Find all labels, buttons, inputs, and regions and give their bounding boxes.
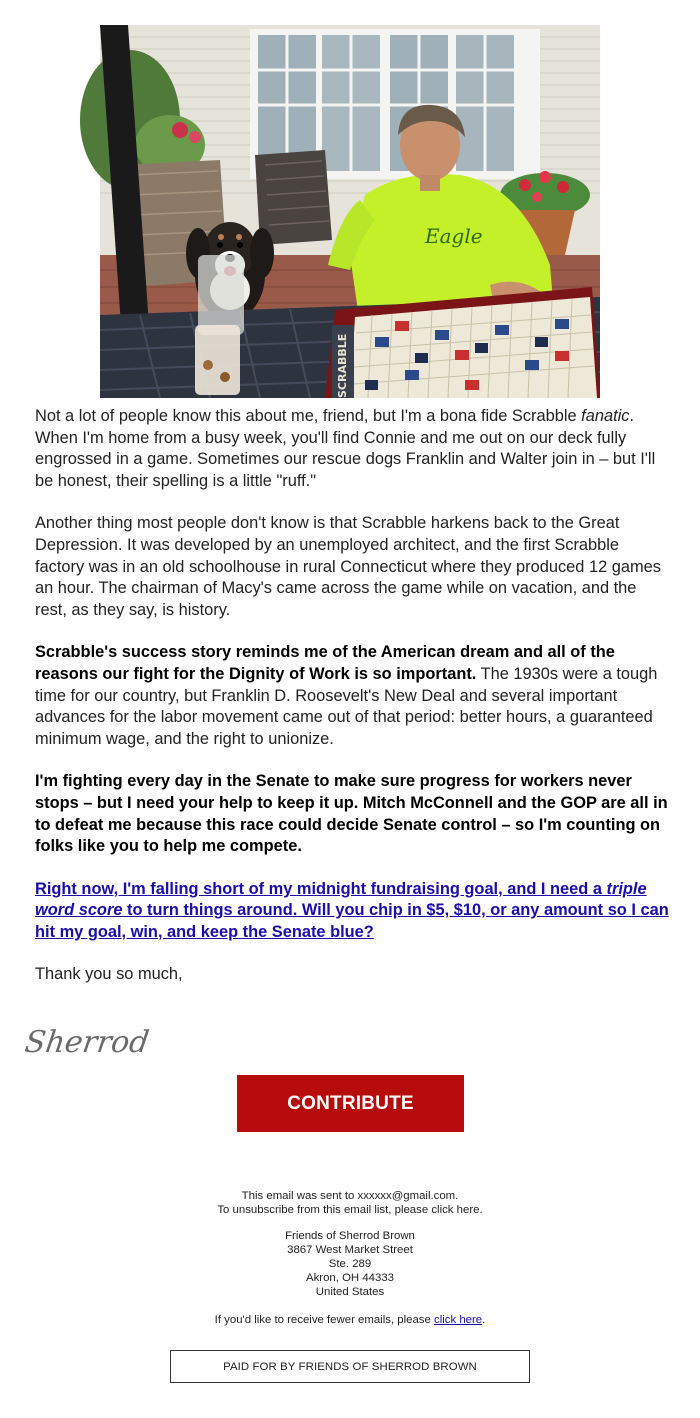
donate-text-link[interactable]: Right now, I'm falling short of my midnight fundraising goal, and I need a triple word score to turn things around. Will you chip in $5, $10, or any amount so I can hit my goal, win, and keep the Senate blue? — [35, 879, 669, 941]
email-footer — [0, 1189, 700, 1327]
contribute-button-wrap — [237, 1075, 464, 1132]
org-city: Akron, OH 44333 — [305, 1272, 394, 1284]
signature-image — [22, 1008, 152, 1070]
signature-text: Sherrod — [22, 1025, 152, 1060]
emphasis-fanatic: fanatic — [581, 407, 630, 425]
email-body — [35, 406, 671, 1007]
fewer-emails-link[interactable]: click here — [434, 1314, 483, 1326]
unsubscribe-link[interactable]: To unsubscribe from this email list, please click here. — [217, 1204, 483, 1216]
shirt-eagle-text: Eagle — [425, 224, 483, 248]
sent-to-line: This email was sent to xxxxxx@gmail.com. — [241, 1190, 459, 1202]
org-name: Friends of Sherrod Brown — [285, 1230, 415, 1242]
paragraph-dignity: Scrabble's success story reminds me of the American dream and all of the reasons our fight for the Dignity of Work is so important. The 1930s were a tough time for our country, but Franklin D. Roosevelt's New Deal and several important advances for the labor movement came out of that period: better hours, a guaranteed minimum wage, and the right to unionize. — [35, 643, 658, 748]
paid-for-disclaimer: PAID FOR BY FRIENDS OF SHERROD BROWN — [170, 1350, 530, 1383]
org-country: United States — [315, 1286, 385, 1298]
closing-line: Thank you so much, — [35, 965, 183, 984]
hero-photo — [100, 25, 600, 398]
glass-tumbler — [195, 325, 240, 395]
org-suite: Ste. 289 — [328, 1258, 372, 1270]
paragraph-intro: Not a lot of people know this about me, friend, but I'm a bona fide Scrabble fanatic. When I'm home from a busy week, you'll find Connie and me out on our deck fully engrossed in a game. Sometimes our rescue dogs Franklin and Walter join in – but I'll be honest, their spelling is a little "ruff." — [35, 407, 656, 490]
fewer-emails-line: If you'd like to receive fewer emails, please click here. — [214, 1314, 486, 1326]
contribute-button[interactable]: CONTRIBUTE — [237, 1075, 464, 1132]
paragraph-ask — [35, 879, 671, 944]
paragraph-history: Another thing most people don't know is that Scrabble harkens back to the Great Depression. It was developed by an unemployed architect, and the first Scrabble factory was in an old schoolhouse in rural Connecticut where they produced 12 games an hour. The chairman of Macy's came across the game while on vacation, and the rest, as they say, is history. — [35, 514, 661, 619]
paragraph-fight: I'm fighting every day in the Senate to make sure progress for workers never stops – but I need your help to keep it up. Mitch McConnell and the GOP are all in to defeat me because this race could decide Senate control – so I'm counting on folks like you to help me compete. — [35, 772, 668, 856]
scrabble-photo-illustration — [100, 25, 600, 398]
glass-jar — [198, 255, 244, 335]
board-brand-label: SCRABBLE — [336, 333, 349, 398]
org-street: 3867 West Market Street — [287, 1244, 413, 1256]
